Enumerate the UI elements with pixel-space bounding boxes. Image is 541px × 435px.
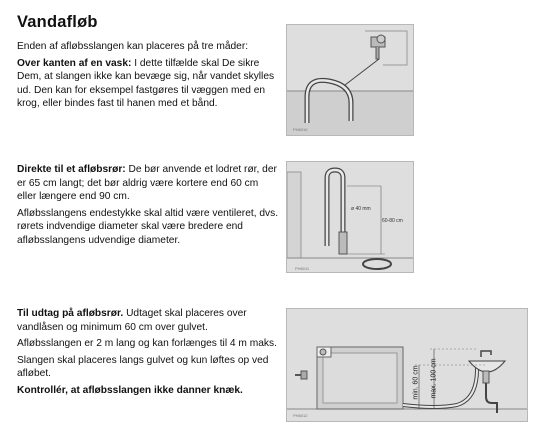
page-title: Vandafløb <box>17 13 98 31</box>
min-height-label: min. 60 cm <box>412 365 420 400</box>
intro-text: Enden af afløbsslangen kan placeres på tre måder: <box>17 41 249 52</box>
section-2-text: De bør anvende et lodret rør, der er 65 cm langt; det bør aldrig være kortere end 60 cm eller længere end 90 cm. <box>17 164 277 203</box>
svg-text:PH8011: PH8011 <box>295 266 310 271</box>
sink-edge-illustration <box>286 24 414 136</box>
section-3-heading: Til udtag på afløbsrør. <box>17 308 124 319</box>
section-1-text: I dette tilfælde skal De sikre Dem, at slangen ikke kan bevæge sig, når vandet skylles ud. Den kan for eksempel fastgøres til væggen med en krog, eller bindes fast til hanen med et bånd. <box>17 57 275 110</box>
drain-outlet-illustration <box>286 308 528 422</box>
section-2-paragraph <box>17 163 279 204</box>
section-3-paragraph <box>17 307 279 334</box>
section-1-paragraph <box>17 57 279 111</box>
pipe-height-label: 60-80 cm <box>382 218 403 224</box>
section-1 <box>17 40 279 114</box>
max-height-label: max. 100 cm <box>430 358 438 399</box>
section-3-paragraph-3: Slangen skal placeres langs gulvet og kun løftes op ved afløbet. <box>17 354 269 380</box>
section-2-paragraph-2: Afløbsslangens endestykke skal altid være ventileret, dvs. rørets indvendige diameter skal være bredere end afløbsslangens udvendige diameter. <box>17 207 279 246</box>
section-2-heading: Direkte til et afløbsrør: <box>17 164 126 175</box>
section-3-paragraph-2: Afløbsslangen er 2 m lang og kan forlænges til 4 m maks. <box>17 338 277 350</box>
drain-pipe-illustration <box>286 161 414 273</box>
section-2 <box>17 163 279 251</box>
section-1-heading: Over kanten af en vask: <box>17 57 132 69</box>
svg-text:PH8012: PH8012 <box>293 413 308 418</box>
pipe-diameter-label: ø 40 mm <box>351 206 371 212</box>
section-3-text: Udtaget skal placeres over vandlåsen og minimum 60 cm over gulvet. <box>17 308 247 333</box>
section-3 <box>17 307 279 401</box>
section-3-warning: Kontrollér, at afløbsslangen ikke danner knæk. <box>17 384 243 396</box>
svg-text:PH8010: PH8010 <box>293 127 308 132</box>
